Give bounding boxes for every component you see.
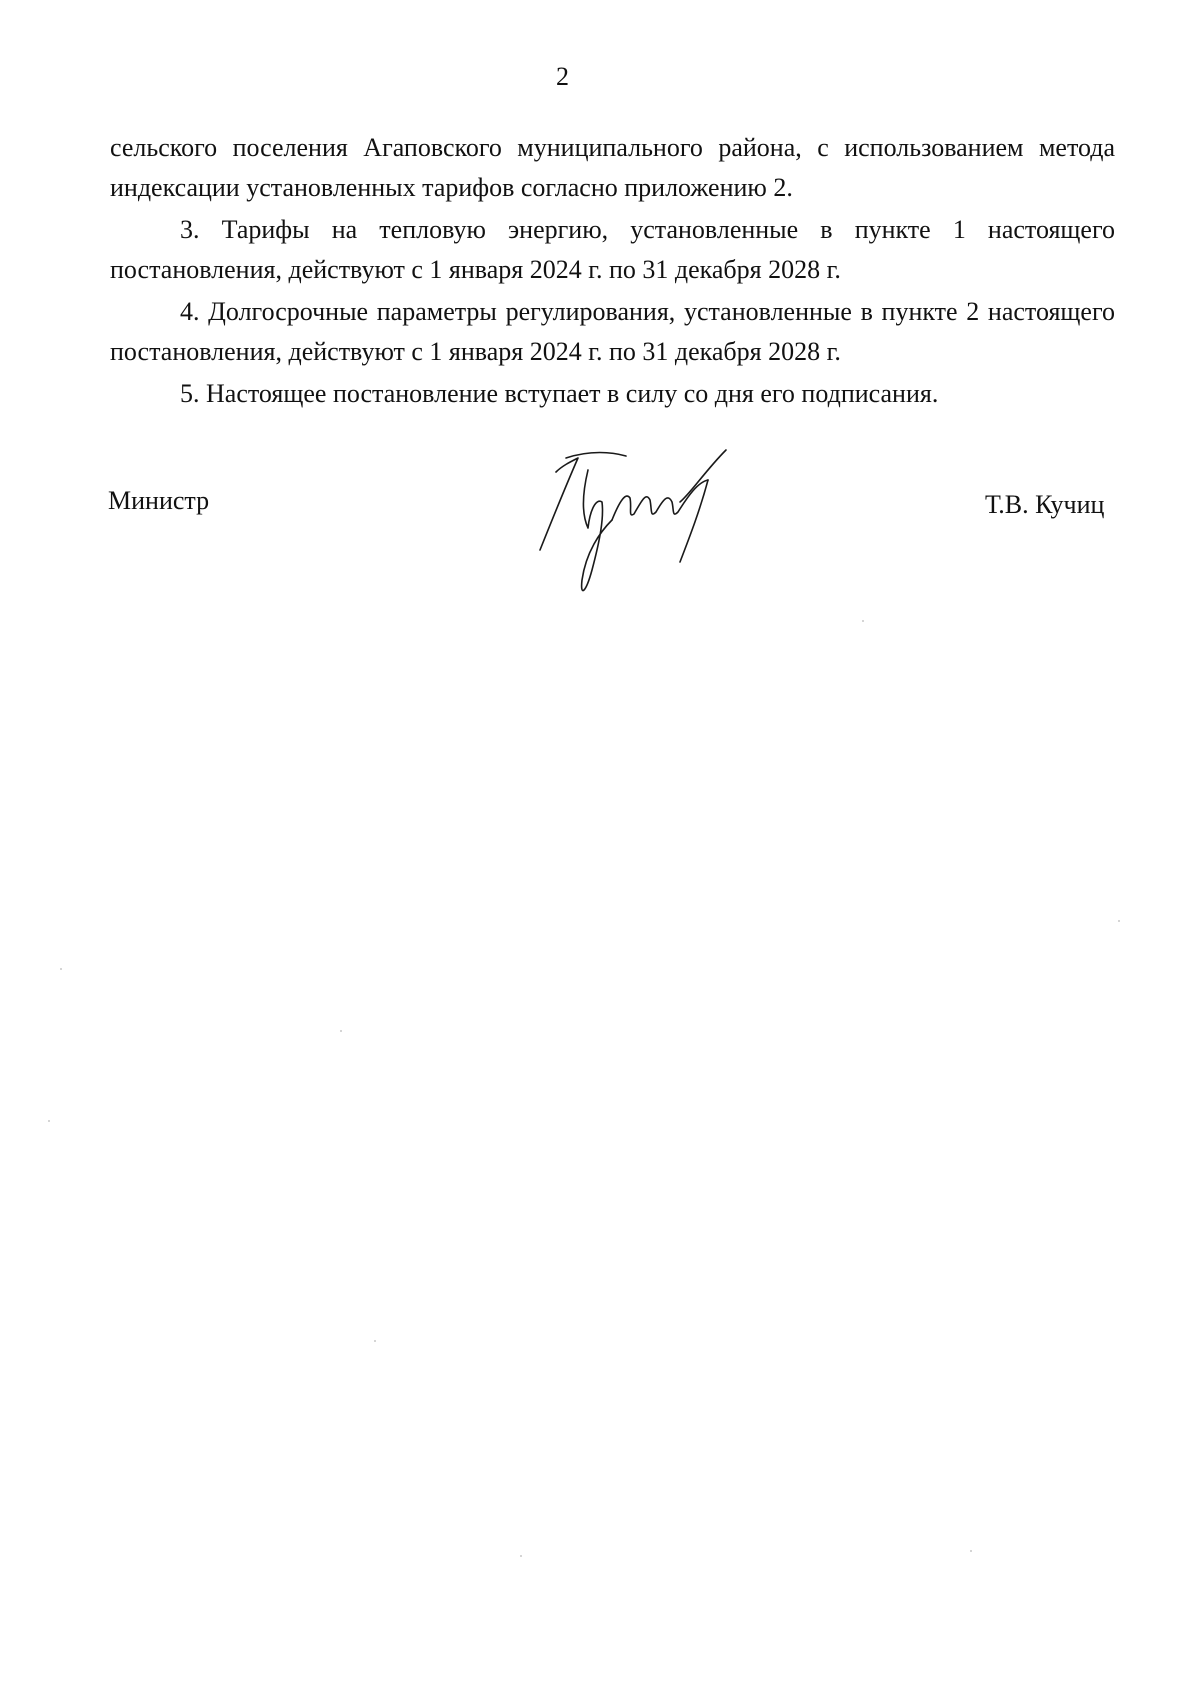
handwritten-signature (530, 440, 770, 600)
scan-speck (374, 1340, 376, 1342)
scan-speck (862, 620, 864, 622)
paragraph-item-3: 3. Тарифы на тепловую энергию, установленные в пункте 1 настоящего постановления, действуют с 1 января 2024 г. по 31 декабря 2028 г. (110, 215, 1115, 284)
scan-speck (970, 1550, 972, 1552)
signatory-title: Министр (108, 486, 210, 515)
document-body (110, 128, 1115, 416)
paragraph-continuation: сельского поселения Агаповского муниципального района, с использованием метода индексации установленных тарифов согласно приложению 2. (110, 133, 1115, 202)
paragraph-item-4: 4. Долгосрочные параметры регулирования, установленные в пункте 2 настоящего постановления, действуют с 1 января 2024 г. по 31 декабря 2028 г. (110, 297, 1115, 366)
scan-speck (340, 1030, 342, 1032)
scan-speck (48, 1120, 50, 1122)
scan-speck (1118, 920, 1120, 922)
scan-speck (60, 968, 62, 970)
scan-speck (520, 1555, 522, 1557)
page-number: 2 (556, 62, 569, 91)
paragraph-item-5: 5. Настоящее постановление вступает в силу со дня его подписания. (180, 379, 939, 408)
signatory-name: Т.В. Кучиц (985, 490, 1105, 519)
